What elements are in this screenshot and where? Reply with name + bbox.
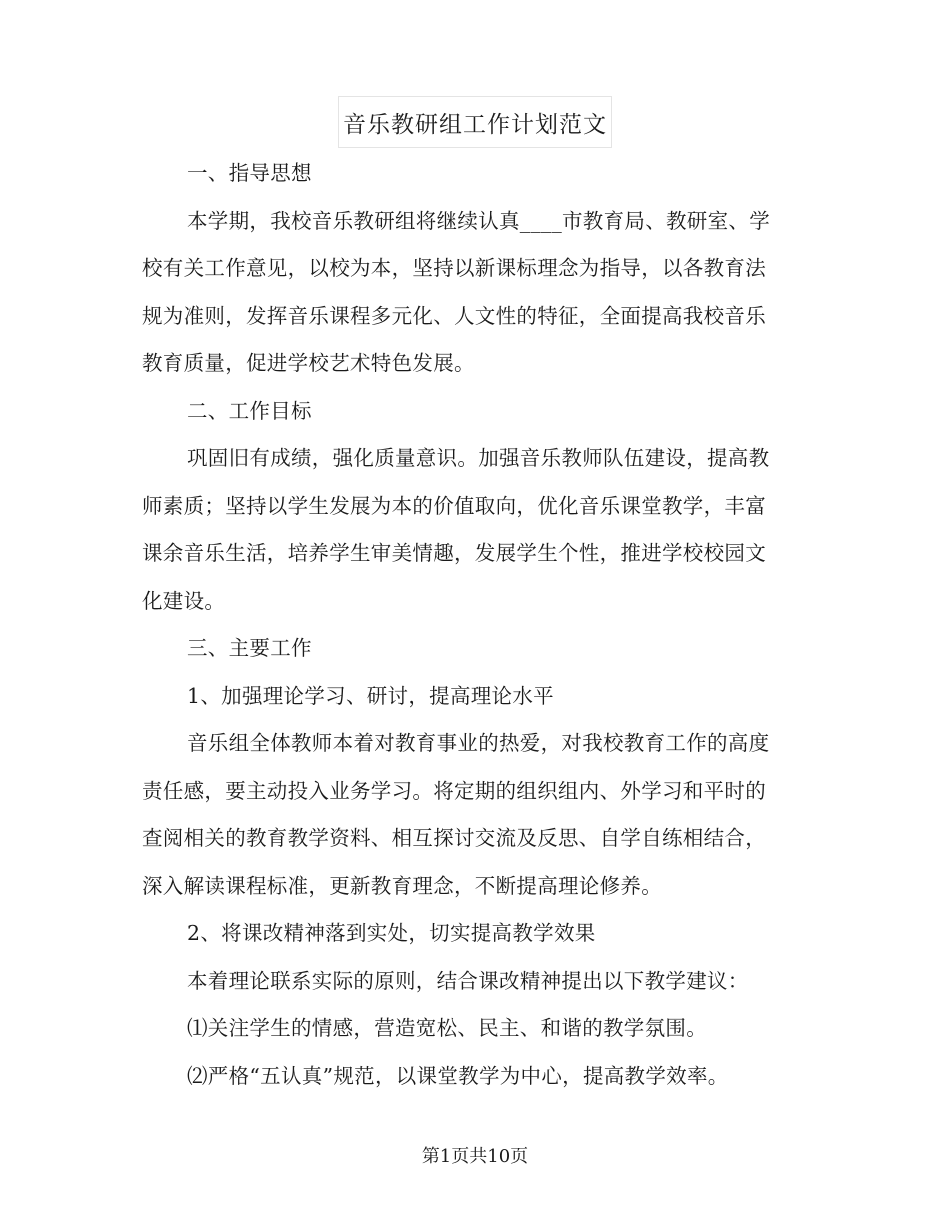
paragraph-line: 校有关工作意见，以校为本，坚持以新课标理念为指导，以各教育法 [142, 256, 766, 280]
paragraph-line: 巩固旧有成绩，强化质量意识。加强音乐教师队伍建设，提高教 [187, 446, 770, 470]
paragraph-line: 教育质量，促进学校艺术特色发展。 [142, 351, 475, 375]
paragraph-line: 课余音乐生活，培养学生审美情趣，发展学生个性，推进学校校园文 [142, 541, 766, 565]
paragraph-line: 规为准则，发挥音乐课程多元化、人文性的特征，全面提高我校音乐 [142, 303, 766, 328]
page-number-footer: 第1页共10页 [421, 1146, 529, 1167]
list-item: ⑴关注学生的情感，营造宽松、民主、和谐的教学氛围。 [187, 1016, 707, 1040]
paragraph-line: 深入解读课程标准，更新教育理念，不断提高理论修养。 [142, 873, 662, 898]
subsection-heading-theory-study: 1、加强理论学习、研讨，提高理论水平 [187, 683, 554, 708]
document-title: 音乐教研组工作计划范文 [338, 96, 612, 148]
section-heading-work-goals: 二、工作目标 [187, 398, 312, 423]
section-heading-guiding-ideology: 一、指导思想 [187, 161, 312, 185]
paragraph-line: 本学期，我校音乐教研组将继续认真____市教育局、教研室、学 [187, 208, 770, 233]
paragraph-line: 责任感，要主动投入业务学习。将定期的组织组内、外学习和平时的 [142, 778, 766, 803]
list-item: ⑵严格“五认真”规范，以课堂教学为中心，提高教学效率。 [187, 1063, 729, 1088]
subsection-heading-curriculum-reform: 2、将课改精神落到实处，切实提高教学效果 [187, 921, 596, 945]
paragraph-line: 化建设。 [142, 588, 226, 613]
section-heading-main-work: 三、主要工作 [187, 636, 312, 660]
paragraph-line: 查阅相关的教育教学资料、相互探讨交流及反思、自学自练相结合， [142, 826, 766, 850]
paragraph-line: 师素质；坚持以学生发展为本的价值取向，优化音乐课堂教学，丰富 [142, 493, 766, 518]
document-body [142, 150, 802, 1100]
paragraph-line: 音乐组全体教师本着对教育事业的热爱，对我校教育工作的高度 [187, 731, 770, 755]
paragraph-line: 本着理论联系实际的原则，结合课改精神提出以下教学建议： [187, 968, 749, 993]
